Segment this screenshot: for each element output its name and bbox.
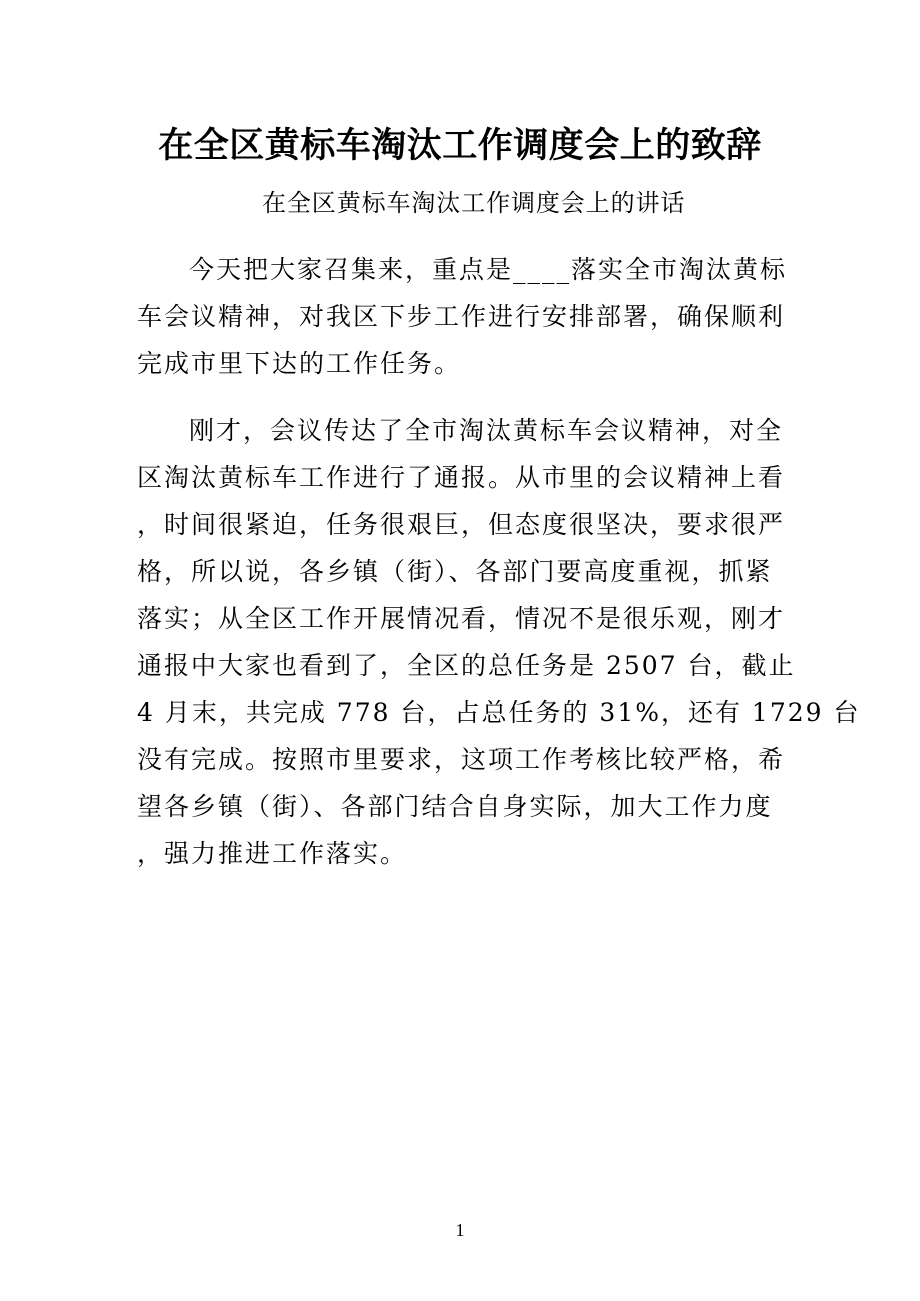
paragraph-line: 刚才，会议传达了全市淘汰黄标车会议精神，对全 (189, 416, 784, 445)
paragraph-line: 通报中大家也看到了，全区的总任务是 2507 台，截止 (137, 651, 796, 680)
paragraph-line: 今天把大家召集来，重点是____落实全市淘汰黄标 (189, 255, 788, 284)
paragraph-opening (137, 246, 788, 387)
paragraph-line: 车会议精神，对我区下步工作进行安排部署，确保顺利 (137, 302, 786, 331)
paragraph-line: ，时间很紧迫，任务很艰巨，但态度很坚决，要求很严 (137, 510, 786, 539)
paragraph-line: 望各乡镇（街）、各部门结合自身实际，加大工作力度 (137, 792, 773, 821)
paragraph-progress (137, 407, 861, 877)
paragraph-line: 4 月末，共完成 778 台，占总任务的 31%，还有 1729 台 (137, 698, 861, 727)
paragraph-line: 区淘汰黄标车工作进行了通报。从市里的会议精神上看 (137, 463, 786, 492)
page-number: 1 (455, 1220, 465, 1240)
paragraph-line: 落实；从全区工作开展情况看，情况不是很乐观，刚才 (137, 604, 786, 633)
document-title: 在全区黄标车淘汰工作调度会上的致辞 (158, 126, 762, 166)
document-subtitle: 在全区黄标车淘汰工作调度会上的讲话 (262, 189, 686, 217)
paragraph-line: ，强力推进工作落实。 (137, 839, 408, 868)
paragraph-line: 没有完成。按照市里要求，这项工作考核比较严格，希 (137, 745, 786, 774)
paragraph-line: 完成市里下达的工作任务。 (137, 349, 462, 378)
paragraph-line: 格，所以说，各乡镇（街）、各部门要高度重视，抓紧 (137, 557, 773, 586)
